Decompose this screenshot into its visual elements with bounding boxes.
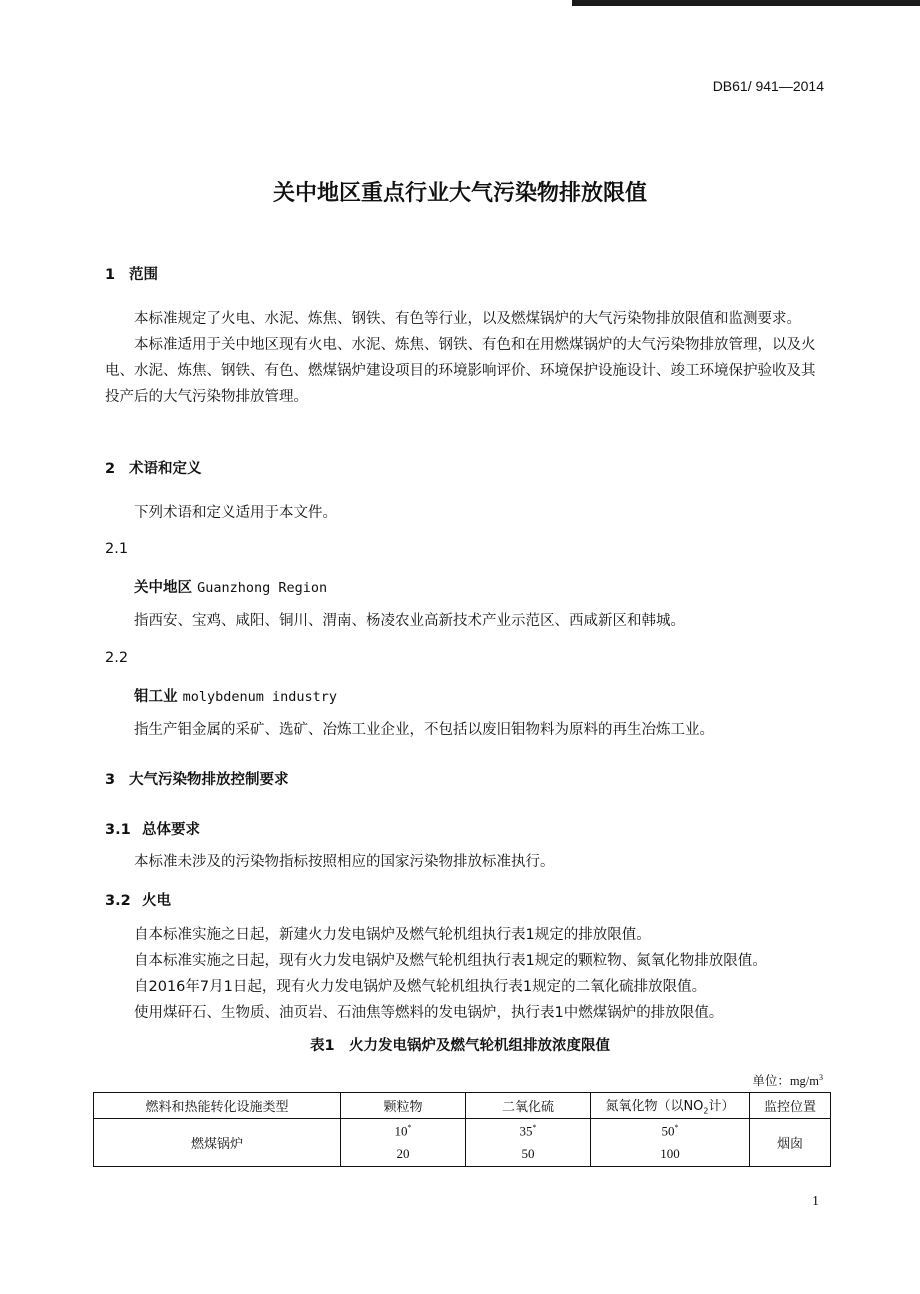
top-edge-bar	[572, 0, 920, 6]
term-definition: 指西安、宝鸡、咸阳、铜川、渭南、杨凌农业高新技术产业示范区、西咸新区和韩城。	[134, 613, 685, 629]
header-nox	[591, 1093, 750, 1119]
term-english: Guanzhong Region	[197, 580, 328, 596]
paragraph: 自本标准实施之日起，现有火力发电锅炉及燃气轮机组执行表1规定的颗粒物、氮氧化物排放限值。	[134, 953, 767, 969]
section-title: 总体要求	[142, 822, 200, 838]
section-1-heading	[105, 263, 158, 284]
footnote-mark: *	[532, 1122, 537, 1132]
clause-number: 2.1	[105, 541, 129, 557]
paragraph: 使用煤矸石、生物质、油页岩、石油焦等燃料的发电锅炉，执行表1中燃煤锅炉的排放限值。	[134, 1005, 724, 1021]
emission-limits-table	[93, 1092, 831, 1167]
section-3-heading	[105, 768, 289, 789]
cell-particulate-new	[341, 1119, 466, 1143]
standard-number: DB61/ 941—2014	[712, 78, 824, 94]
footnote-mark: *	[674, 1122, 679, 1132]
nox-subscript: 2	[703, 1106, 709, 1116]
term-english: molybdenum industry	[182, 689, 337, 705]
section-2-heading	[105, 457, 202, 478]
subsection-3-1-heading	[105, 818, 200, 839]
page-number: 1	[812, 1194, 819, 1209]
paragraph: 本标准适用于关中地区现有火电、水泥、炼焦、钢铁、有色和在用燃煤锅炉的大气污染物排放管理，以及火电、水泥、炼焦、钢铁、有色、燃煤锅炉建设项目的环境影响评价、环境保护设施设计、竣工环境保护验收及其投产后的大气污染物排放管理。	[105, 337, 816, 405]
cell-so2-new	[466, 1119, 591, 1143]
section-title: 大气污染物排放控制要求	[129, 772, 289, 788]
table-caption: 表1 火力发电锅炉及燃气轮机组排放浓度限值	[309, 1038, 611, 1054]
table-header-row	[94, 1093, 831, 1119]
table-unit	[752, 1071, 823, 1089]
section-title: 范围	[129, 267, 158, 283]
cell-nox-new	[591, 1119, 750, 1143]
paragraph: 下列术语和定义适用于本文件。	[134, 505, 337, 521]
page-title: 关中地区重点行业大气污染物排放限值	[272, 181, 647, 206]
section-title: 火电	[142, 893, 171, 909]
paragraph: 自本标准实施之日起，新建火力发电锅炉及燃气轮机组执行表1规定的排放限值。	[134, 927, 651, 943]
table-row	[94, 1119, 831, 1143]
header-so2: 二氧化硫	[466, 1093, 591, 1119]
section-number: 2	[105, 461, 116, 477]
header-facility-type: 燃料和热能转化设施类型	[94, 1093, 341, 1119]
paragraph: 自2016年7月1日起，现有火力发电锅炉及燃气轮机组执行表1规定的二氧化硫排放限值。	[134, 979, 707, 995]
cell-monitoring-location: 烟囱	[750, 1119, 831, 1167]
value: 50	[661, 1122, 675, 1138]
subsection-3-2-heading	[105, 889, 171, 910]
value: 10	[394, 1122, 408, 1138]
unit-superscript: 3	[819, 1072, 823, 1082]
term-entry	[134, 685, 337, 706]
section-1-body	[105, 306, 828, 410]
section-number: 3.2	[105, 893, 131, 909]
nox-label: 氮氧化物（以NO	[605, 1099, 704, 1115]
paragraph: 本标准规定了火电、水泥、炼焦、钢铁、有色等行业，以及燃煤锅炉的大气污染物排放限值和监测要求。	[134, 311, 801, 327]
term-definition: 指生产钼金属的采矿、选矿、冶炼工业企业，不包括以废旧钼物料为原料的再生冶炼工业。	[134, 722, 714, 738]
section-number: 3	[105, 772, 116, 788]
section-number: 1	[105, 267, 116, 283]
paragraph: 本标准未涉及的污染物指标按照相应的国家污染物排放标准执行。	[134, 854, 555, 870]
cell-particulate-existing: 20	[341, 1143, 466, 1167]
cell-nox-existing: 100	[591, 1143, 750, 1167]
footnote-mark: *	[407, 1122, 412, 1132]
term-name: 钼工业	[134, 689, 178, 705]
cell-facility-type: 燃煤锅炉	[94, 1119, 341, 1167]
term-name: 关中地区	[134, 580, 192, 596]
clause-number: 2.2	[105, 650, 129, 666]
section-3-2-body	[134, 922, 767, 1026]
section-number: 3.1	[105, 822, 131, 838]
section-title: 术语和定义	[129, 461, 202, 477]
cell-so2-existing: 50	[466, 1143, 591, 1167]
unit-label: 单位：mg/m	[752, 1074, 819, 1088]
term-entry	[134, 576, 327, 597]
value: 35	[519, 1122, 533, 1138]
header-monitoring-location: 监控位置	[750, 1093, 831, 1119]
header-particulate: 颗粒物	[341, 1093, 466, 1119]
nox-label-suffix: 计）	[708, 1099, 735, 1115]
